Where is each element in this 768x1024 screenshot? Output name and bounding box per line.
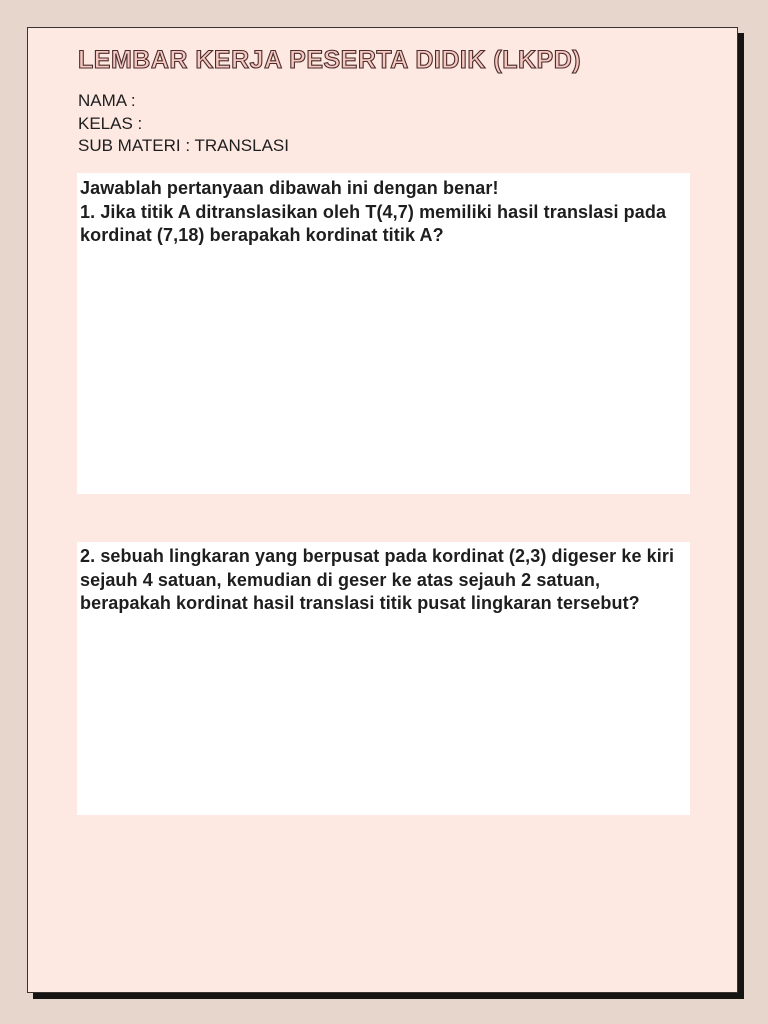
name-label: NAMA :	[78, 91, 136, 110]
topic-row	[78, 135, 289, 158]
instruction-text: Jawablah pertanyaan dibawah ini dengan benar!	[80, 178, 499, 198]
student-info	[78, 90, 289, 158]
question-text-line: sejauh 4 satuan, kemudian di geser ke atas sejauh 2 satuan,	[80, 569, 601, 590]
worksheet-page	[27, 27, 738, 993]
question-card-1	[77, 173, 690, 494]
page-title: LEMBAR KERJA PESERTA DIDIK (LKPD)	[78, 46, 582, 74]
question-text-line: kordinat (7,18) berapakah kordinat titik A?	[80, 225, 444, 245]
question-card-2	[77, 542, 690, 815]
class-label: KELAS :	[78, 113, 143, 133]
topic-value: TRANSLASI	[194, 136, 289, 155]
question-text-line: 2. sebuah lingkaran yang berpusat pada kordinat (2,3) digeser ke kiri	[80, 546, 675, 566]
question-text-line: 1. Jika titik A ditranslasikan oleh T(4,7) memiliki hasil translasi pada	[80, 201, 667, 222]
topic-label: SUB MATERI :	[78, 136, 191, 155]
question-text-line: berapakah kordinat hasil translasi titik pusat lingkaran tersebut?	[80, 593, 640, 613]
